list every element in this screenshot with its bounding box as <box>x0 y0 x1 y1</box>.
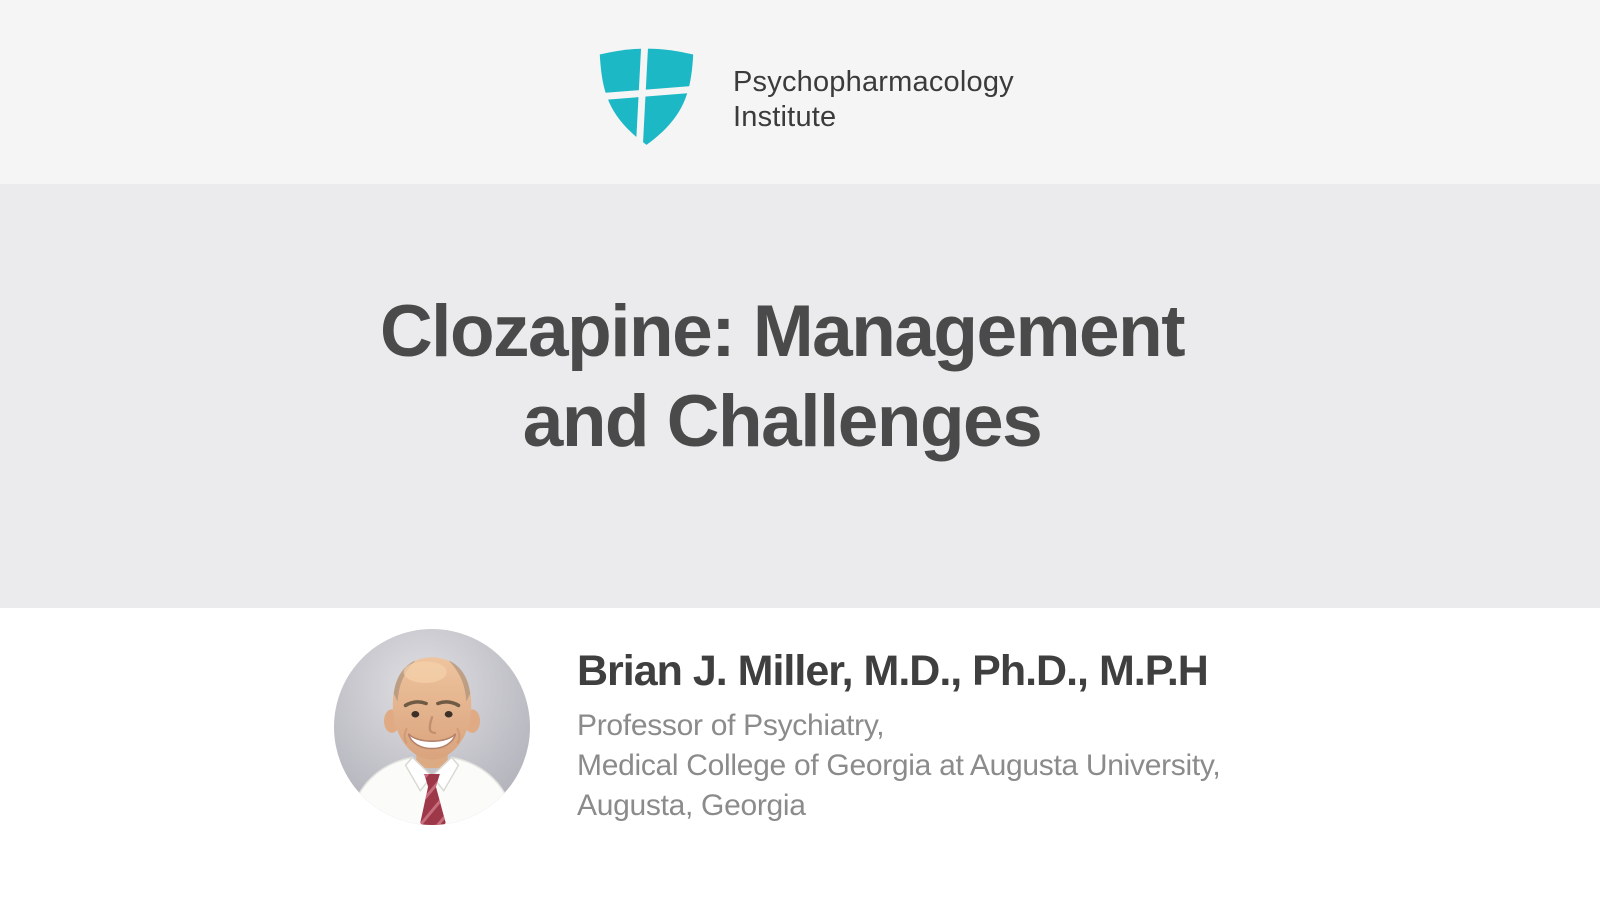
shield-cross-icon <box>593 45 700 148</box>
brand-name-line2: Institute <box>733 101 837 133</box>
presenter-affiliation: Medical College of Georgia at Augusta University, <box>577 749 1221 782</box>
presenter-location: Augusta, Georgia <box>577 789 806 822</box>
brand-name <box>733 45 1014 148</box>
slide-title-line1: Clozapine: Management <box>379 291 1185 372</box>
slide-title-line2: and Challenges <box>522 381 1042 462</box>
brand-name-line1: Psychopharmacology <box>733 66 1014 98</box>
presenter-info <box>577 648 1220 826</box>
presenter-avatar <box>334 629 530 825</box>
presenter-details <box>577 706 1220 826</box>
slide-title <box>0 287 1564 467</box>
brand-logo <box>593 45 1014 148</box>
presenter-name: Brian J. Miller, M.D., Ph.D., M.P.H <box>577 647 1208 695</box>
header-band <box>0 0 1600 184</box>
presenter-role: Professor of Psychiatry, <box>577 709 885 742</box>
